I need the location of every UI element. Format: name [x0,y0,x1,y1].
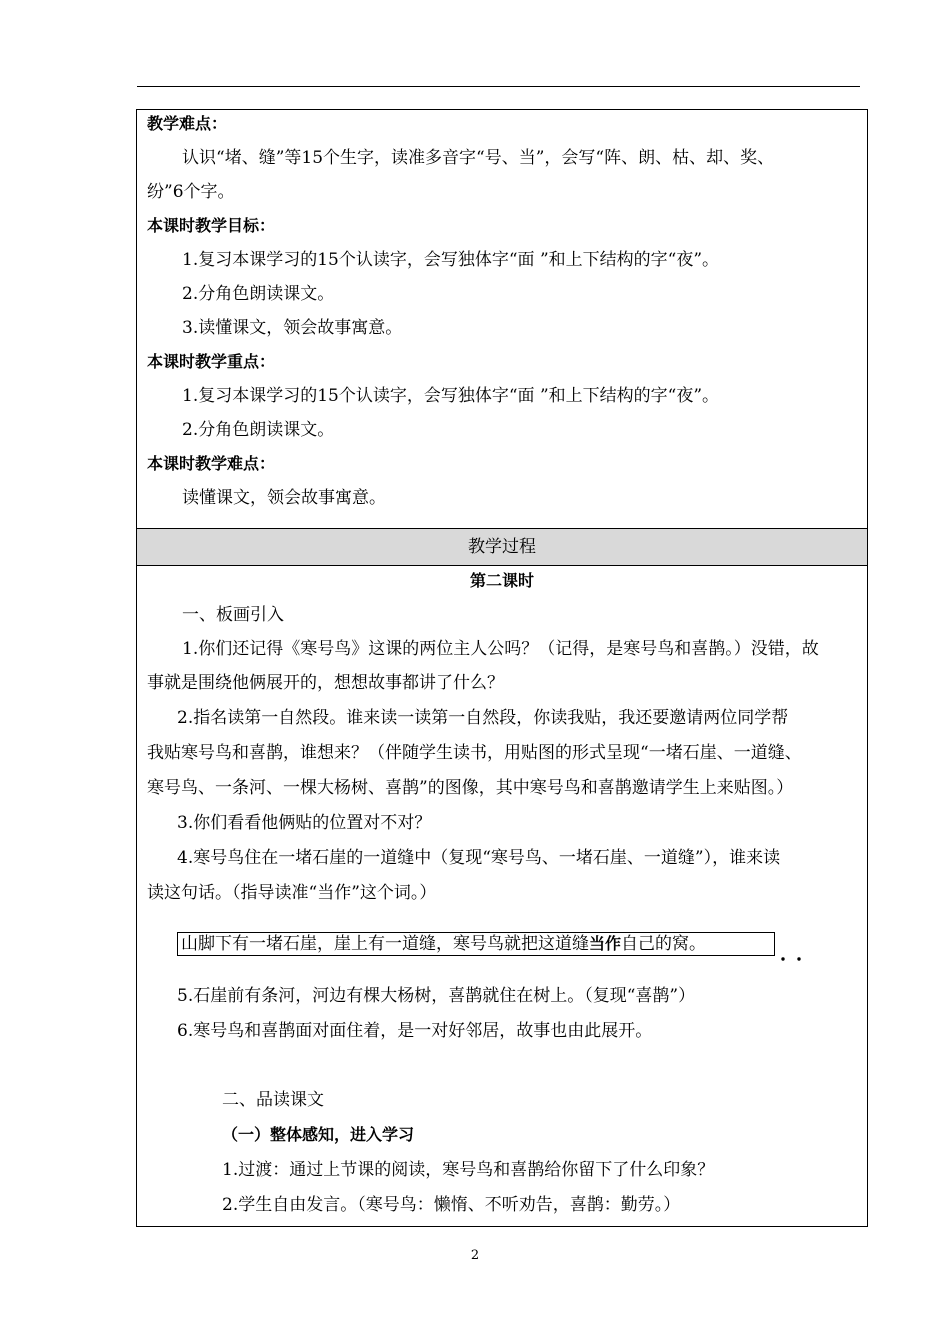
paragraph-line: 4.寒号鸟住在一堵石崖的一道缝中（复现“寒号鸟、一堵石崖、一道缝”），谁来读 [177,848,781,868]
quoted-sentence-text: 自己的窝。 [621,934,707,954]
process-band: 教学过程 [137,529,867,566]
goal-item: 3.读懂课文，领会故事寓意。 [182,318,403,338]
lesson-difficulty-text: 读懂课文，领会故事寓意。 [182,488,386,508]
focus-heading: 本课时教学重点： [147,352,276,371]
focus-item: 2.分角色朗读课文。 [182,420,335,440]
difficulty-text: 纷”6个字。 [147,182,235,202]
focus-item: 1.复习本课学习的15个认读字，会写独体字“面 ”和上下结构的字“夜”。 [182,386,720,406]
paragraph-line: 1.过渡：通过上节课的阅读，寒号鸟和喜鹊给你留下了什么印象？ [222,1160,715,1180]
subsection-heading: （一）整体感知，进入学习 [222,1125,415,1144]
header-rule [137,86,860,87]
paragraph-line: 2.学生自由发言。（寒号鸟：懒惰、不听劝告，喜鹊：勤劳。） [222,1195,681,1215]
paragraph-line: 读这句话。（指导读准“当作”这个词。） [147,883,437,903]
paragraph-line: 2.指名读第一自然段。谁来读一读第一自然段，你读我贴，我还要邀请两位同学帮 [177,708,789,728]
difficulty-heading: 教学难点： [147,114,228,133]
paragraph-line: 5.石崖前有条河，河边有棵大杨树，喜鹊就住在树上。（复现“喜鹊”） [177,986,696,1006]
quoted-sentence-box [177,932,775,956]
emphasis-dots-icon [774,955,808,963]
quoted-sentence-text: 山脚下有一堵石崖，崖上有一道缝，寒号鸟就把这道缝 [181,934,589,954]
objectives-cell [137,110,867,529]
lesson-difficulty-heading: 本课时教学难点： [147,454,276,473]
paragraph-line: 我贴寒号鸟和喜鹊，谁想来？（伴随学生读书，用贴图的形式呈现“一堵石崖、一道缝、 [147,743,802,763]
page-number: 2 [470,1248,480,1263]
emphasized-word: 当作 [589,934,622,953]
paragraph-line: 寒号鸟、一条河、一棵大杨树、喜鹊”的图像，其中寒号鸟和喜鹊邀请学生上来贴图。） [147,778,794,798]
section-heading: 一、板画引入 [182,605,284,625]
goals-heading: 本课时教学目标： [147,216,276,235]
paragraph-line: 6.寒号鸟和喜鹊面对面住着，是一对好邻居，故事也由此展开。 [177,1021,653,1041]
difficulty-text: 认识“堵、缝”等15个生字，读准多音字“号、当”，会写“阵、朗、枯、却、奖、 [182,148,775,168]
lesson-plan-table [136,109,868,1227]
section-heading: 二、品读课文 [222,1090,324,1110]
paragraph-line: 3.你们看看他俩贴的位置对不对？ [177,813,432,833]
goal-item: 1.复习本课学习的15个认读字，会写独体字“面 ”和上下结构的字“夜”。 [182,250,720,270]
paragraph-line: 事就是围绕他俩展开的，想想故事都讲了什么？ [147,673,504,693]
paragraph-line: 1.你们还记得《寒号鸟》这课的两位主人公吗？（记得，是寒号鸟和喜鹊。）没错，故 [182,639,819,659]
session-title: 第二课时 [469,571,534,590]
goal-item: 2.分角色朗读课文。 [182,284,335,304]
